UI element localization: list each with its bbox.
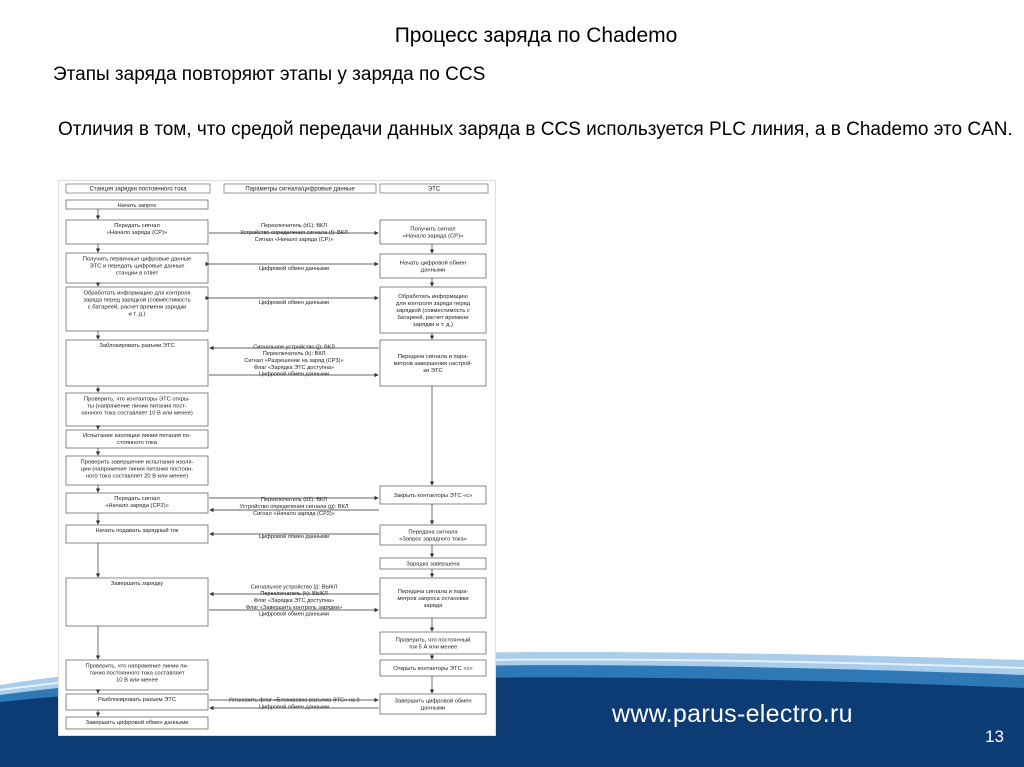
left-step-line: ЭТС и передать цифровые данные	[89, 263, 185, 270]
right-step-line: ки ЭТС	[423, 368, 443, 375]
left-step-line: Передать сигнал	[114, 496, 160, 503]
column-header-station-line: Станция зарядки постоянного тока	[89, 186, 187, 193]
right-step-line: метров завершения настрой-	[393, 361, 473, 368]
right-step-line: Начать цифровой обмен	[399, 260, 467, 267]
left-step-line: ции (напряжение линии питания постоян-	[80, 466, 194, 473]
middle-label-line: Установить флаг «Блокировка разъема ЭТС» на 0	[228, 697, 360, 704]
left-step-line: и т. д.)	[128, 311, 146, 318]
left-step-line: Проверить завершение испытания изоля-	[80, 459, 194, 466]
left-step-line: стоянного тока	[116, 440, 158, 447]
right-step-line: «Начало заряда (CP)»	[402, 233, 464, 240]
left-step-line: Завершить зарядку	[110, 581, 164, 588]
left-step-line: Получить первичные цифровые данные	[82, 256, 192, 263]
left-step-line: с батареей, расчет времени зарядки	[87, 304, 187, 311]
site-url: www.parus-electro.ru	[612, 700, 853, 728]
left-step-line: Завершить цифровой обмен данными	[85, 720, 189, 727]
right-step-line: Передача сигнала и пара-	[397, 354, 469, 361]
left-step-line: ты (напряжение линии питания пост-	[87, 403, 187, 410]
page-title: Процесс заряда по Chademo	[394, 24, 678, 47]
middle-label-line: Цифровой обмен данными	[258, 371, 330, 378]
page-number: 13	[985, 727, 1004, 746]
right-step-line: Передача сигнала	[408, 529, 458, 536]
left-step-line: «Начало заряда (CP)»	[106, 230, 168, 237]
middle-label-line: Переключатель (k): ВКЛ	[262, 351, 326, 358]
left-step-line: Проверить, что контакторы ЭТС откры-	[83, 396, 191, 403]
right-step-line: для контроля заряда перед	[395, 301, 471, 308]
left-step-line: оянного тока составляет 10 В или менее)	[81, 410, 193, 417]
right-step-line: ток 5 А или менее	[408, 644, 458, 651]
left-step-line: 10 В или менее	[116, 677, 158, 684]
middle-label-line: Сигнал «Разрешение на заряд (CP3)»	[244, 357, 344, 364]
column-header-signals-line: Параметры сигнала/цифровые данные	[245, 186, 355, 193]
right-step-line: Получить сигнал	[410, 226, 456, 233]
middle-label-line: Флаг «Зарядка ЭТС доступна»	[253, 364, 335, 371]
flowchart-svg	[58, 180, 496, 736]
middle-label-line: Переключатель (d1): ВКЛ	[261, 223, 327, 230]
left-step-line: Разблокировать разъем ЭТС	[97, 697, 177, 704]
right-step-line: заряда	[423, 603, 443, 610]
middle-label-line: Устройство определения сигнала (g): ВКЛ	[239, 503, 349, 510]
left-step-line: Передать сигнал	[114, 223, 160, 230]
column-header-ev-line: ЭТС	[427, 186, 441, 193]
middle-label-line: Сигнал «Начало заряда (CP2)»	[253, 510, 335, 517]
right-step-line: Передача сигнала и пара-	[397, 589, 469, 596]
left-step-line: Обработать информацию для контроля	[83, 290, 191, 297]
middle-label-line: Цифровой обмен данными	[258, 704, 330, 711]
right-step-line: Закрыть контакторы ЭТС «c»	[393, 493, 473, 500]
right-step-line: данными	[420, 705, 446, 712]
right-step-line: данными	[420, 267, 446, 274]
left-step-line: Начать подавать зарядный ток	[95, 528, 179, 535]
right-step-line: батареей, расчет времени	[397, 315, 469, 322]
middle-label-line: Флаг «Завершить контроль зарядки»	[245, 604, 343, 611]
right-step-line: Проверить, что постоянный	[395, 637, 471, 644]
left-step-line: Проверить, что напряжение линии пи-	[85, 663, 189, 670]
right-step-line: зарядкой (совместимость с	[396, 308, 470, 315]
middle-label-line: Устройство определения сигнала (f): ВКЛ	[240, 229, 348, 236]
middle-label-line: Сигнальное устройство (j): ВКЛ	[253, 344, 335, 351]
left-step-line: Заблокировать разъем ЭТС	[99, 343, 175, 350]
right-step-line: Завершить цифровой обмен	[394, 698, 472, 705]
middle-label-line: Цифровой обмен данными	[258, 533, 330, 540]
middle-label-line: Сигнальное устройство (j): ВЫКЛ	[250, 584, 338, 591]
right-step-line: метров запроса остановки	[397, 596, 469, 603]
left-step-line: «Начало заряда (CP2)»	[105, 503, 169, 510]
middle-label-line: Флаг «Зарядка ЭТС доступна»	[253, 597, 335, 604]
left-step-line: Испытание изоляции линии питания по-	[83, 433, 191, 440]
right-step-line: «Запрос зарядного тока»	[399, 536, 467, 543]
left-step-line: заряда перед зарядкой (совместимость	[83, 297, 191, 304]
right-step-line: зарядки и т. д.)	[413, 322, 453, 329]
middle-label-line: Переключатель (d2): ВКЛ	[261, 497, 327, 504]
middle-label-line: Цифровой обмен данными	[258, 611, 330, 618]
left-step-line: ного тока составляет 20 В или менее)	[85, 473, 189, 480]
right-step-line: Зарядка завершена	[406, 561, 460, 568]
middle-label-line: Переключатель (k): ВЫКЛ	[260, 591, 328, 598]
left-step-line: Начать запрос	[117, 203, 157, 210]
subtitle: Этапы заряда повторяют этапы у заряда по CCS	[53, 64, 486, 85]
right-step-line: Открыть контакторы ЭТС «c»	[393, 666, 473, 673]
middle-label-line: Цифровой обмен данными	[258, 299, 330, 306]
flowchart-figure	[58, 180, 496, 736]
body-text: Отличия в том, что средой передачи данных заряда в CCS используется PLC линия, а в Chademo это CAN.	[58, 119, 1013, 140]
left-step-line: станции в ответ	[115, 270, 159, 277]
middle-label-line: Сигнал «Начало заряда (CP)»	[254, 236, 334, 243]
middle-label-line: Цифровой обмен данными	[258, 265, 330, 272]
left-step-line: тания постоянного тока составляет	[89, 670, 185, 677]
right-step-line: Обработать информацию	[398, 294, 468, 301]
